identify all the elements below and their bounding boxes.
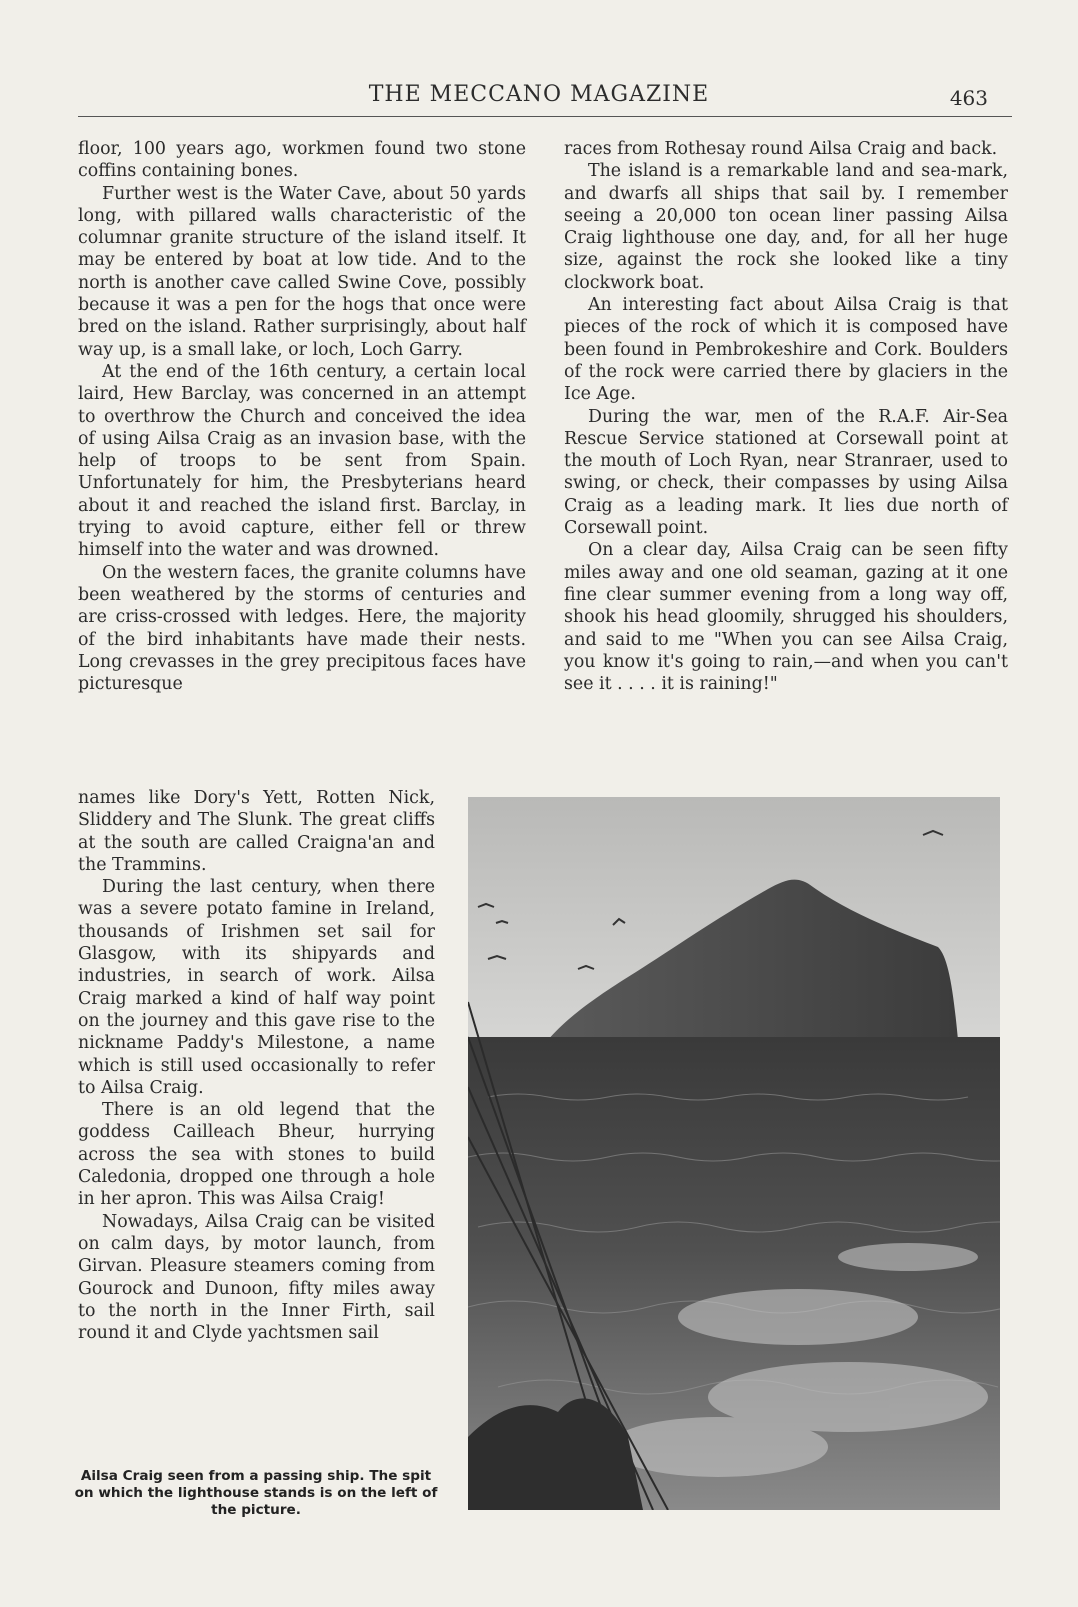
ailsa-craig-photo	[468, 797, 1000, 1510]
paragraph: There is an old legend that the goddess Cailleach Bheur, hurrying across the sea with stones to build Caledonia, dropped one through a hole in her apron. This was Ailsa Craig!	[78, 1100, 435, 1210]
paragraph: During the last century, when there was a severe potato famine in Ireland, thousands of Irishmen set sail for Glasgow, with its shipyards and industries, in search of work. Ailsa Craig marked a kind of half way point on the journey and this gave rise to the nickname Paddy's Milestone, a name which is still used occasionally to refer to Ailsa Craig.	[78, 877, 435, 1098]
paragraph: Nowadays, Ailsa Craig can be visited on calm days, by motor launch, from Girvan. Pleasure steamers coming from Gourock and Dunoon, fifty miles away to the north in the Inner Firth, sail round it and Clyde yachtsmen sail	[78, 1211, 435, 1344]
article-narrow-column	[78, 787, 435, 1344]
article-left-column	[78, 138, 526, 695]
paragraph: Further west is the Water Cave, about 50 yards long, with pillared walls characteristic of the columnar granite structure of the island itself. It may be entered by boat at low tide. And to the north is another cave called Swine Cove, possibly because it was a pen for the hogs that once were bred on the island. Rather surprisingly, about half way up, is a small lake, or loch, Loch Garry.	[78, 183, 526, 360]
paragraph: floor, 100 years ago, workmen found two stone coffins containing bones.	[78, 139, 526, 182]
article-right-column	[564, 138, 1008, 695]
page-number: 463	[949, 86, 988, 110]
paragraph: The island is a remarkable land and sea-mark, and dwarfs all ships that sail by. I remember seeing a 20,000 ton ocean liner passing Ailsa Craig lighthouse one day, and, for all her huge size, against the rock she looked like a tiny clockwork boat.	[564, 161, 1008, 293]
paragraph: On the western faces, the granite columns have been weathered by the storms of centuries and are criss-crossed with ledges. Here, the majority of the bird inhabitants have made their nests. Long crevasses in the grey precipitous faces have picturesque	[78, 562, 526, 695]
paragraph: On a clear day, Ailsa Craig can be seen fifty miles away and one old seaman, gazing at it one fine clear summer evening from a long way off, shook his head gloomily, shrugged his shoulders, and said to me "When you can see Ailsa Craig, you know it's going to rain,—and when you can't see it . . . . it is raining!"	[564, 540, 1008, 695]
paragraph: An interesting fact about Ailsa Craig is that pieces of the rock of which it is composed have been found in Pembrokeshire and Cork. Boulders of the rock were carried there by glaciers in the Ice Age.	[564, 295, 1008, 405]
header-rule	[78, 116, 1012, 117]
paragraph: names like Dory's Yett, Rotten Nick, Sliddery and The Slunk. The great cliffs at the south are called Craigna'an and the Trammins.	[78, 788, 435, 875]
paragraph: At the end of the 16th century, a certain local laird, Hew Barclay, was concerned in an attempt to overthrow the Church and conceived the idea of using Ailsa Craig as an invasion base, with the help of troops to be sent from Spain. Unfortunately for him, the Presbyterians heard about it and reached the island first. Barclay, in trying to avoid capture, either fell or threw himself into the water and was drowned.	[78, 361, 526, 561]
paragraph: races from Rothesay round Ailsa Craig and back.	[564, 139, 998, 159]
paragraph: During the war, men of the R.A.F. Air-Sea Rescue Service stationed at Corsewall point at the mouth of Loch Ryan, near Stranraer, used to swing, or check, their compasses by using Ailsa Craig as a leading mark. It lies due north of Corsewall point.	[564, 406, 1008, 539]
magazine-title: THE MECCANO MAGAZINE	[368, 82, 710, 107]
figure-caption: Ailsa Craig seen from a passing ship. The spit on which the lighthouse stands is on the left of the picture.	[74, 1468, 438, 1518]
